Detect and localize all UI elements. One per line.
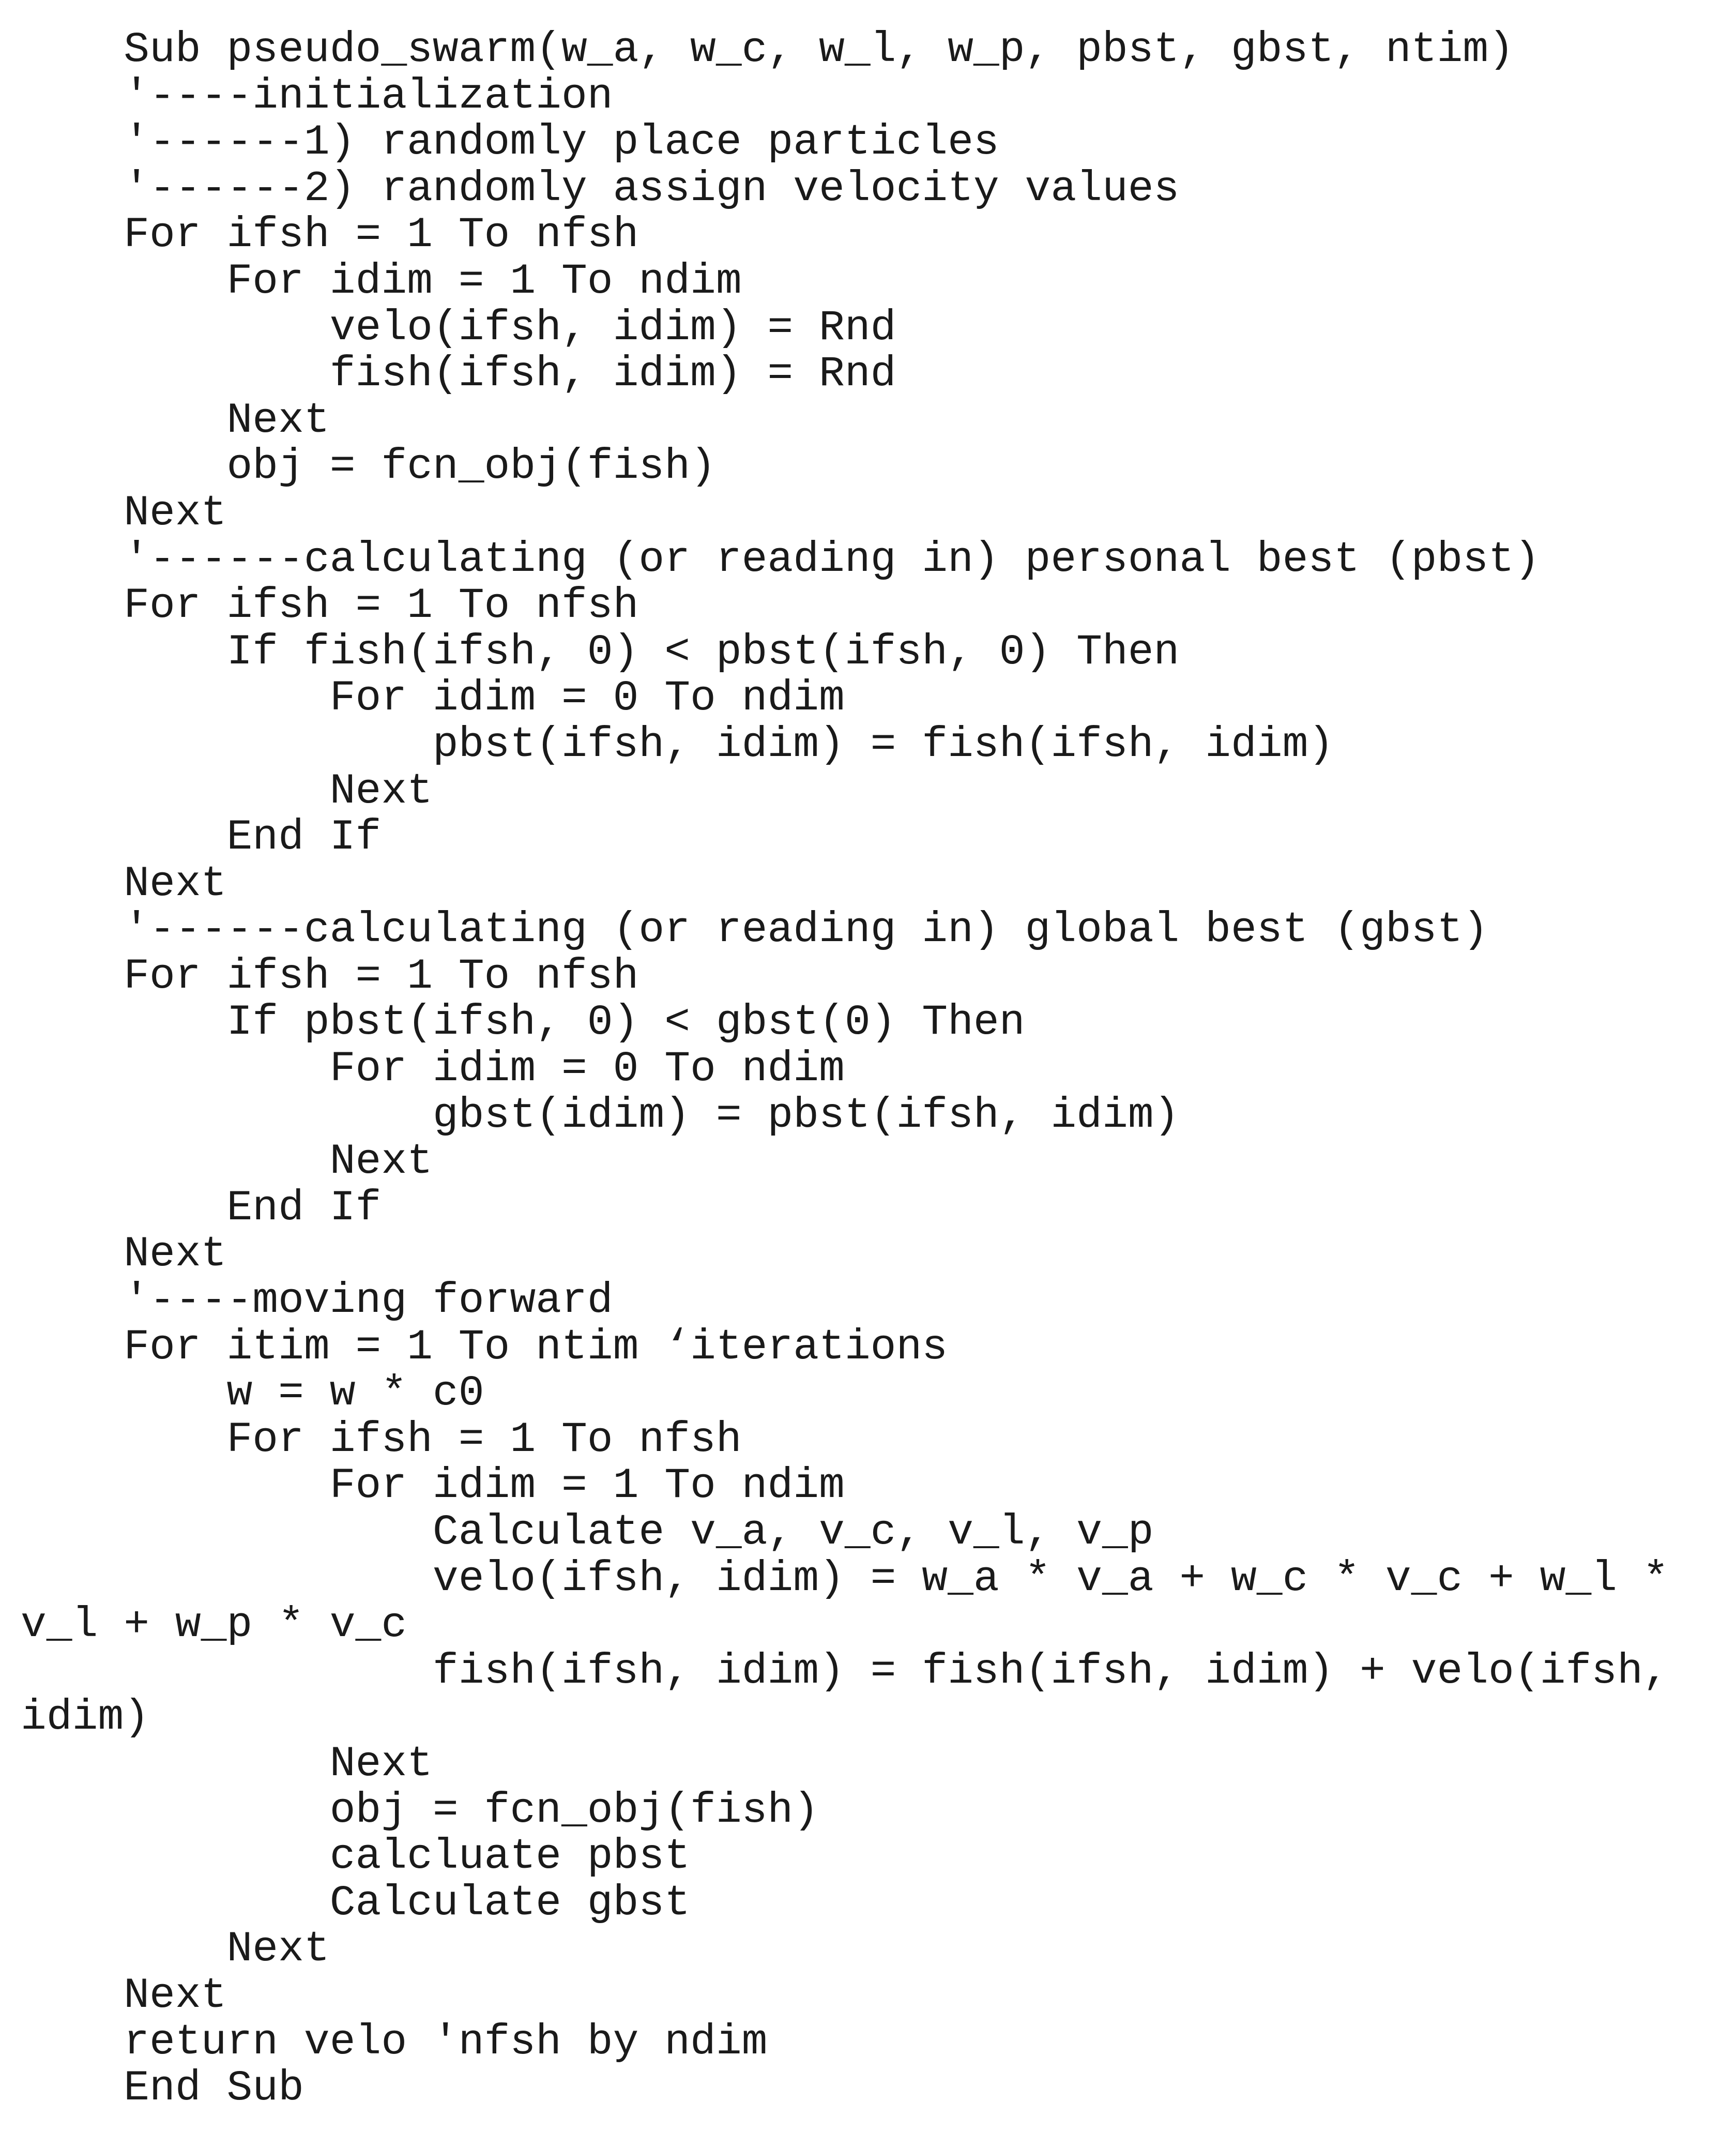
code-line: If fish(ifsh, 0) < pbst(ifsh, 0) Then: [21, 627, 1180, 676]
code-line: For ifsh = 1 To nfsh: [21, 951, 639, 1001]
code-line: obj = fcn_obj(fish): [21, 442, 716, 491]
code-line: return velo 'nfsh by ndim: [21, 2017, 768, 2066]
code-listing: [21, 27, 1727, 2112]
code-line: Sub pseudo_swarm(w_a, w_c, w_l, w_p, pbst, gbst, ntim): [21, 25, 1514, 74]
code-line: velo(ifsh, idim) = Rnd: [21, 303, 896, 352]
code-line: '------calculating (or reading in) global best (gbst): [21, 905, 1489, 955]
code-line: Next: [21, 488, 227, 537]
code-line: For itim = 1 To ntim ‘iterations: [21, 1322, 948, 1371]
code-line: For idim = 1 To ndim: [21, 1461, 845, 1510]
code-line: calcluate pbst: [21, 1832, 691, 1881]
code-line: idim): [21, 1693, 150, 1742]
code-line: Next: [21, 766, 433, 815]
code-line: Next: [21, 1230, 227, 1279]
code-line: v_l + w_p * v_c: [21, 1600, 407, 1650]
code-line: For idim = 0 To ndim: [21, 674, 845, 723]
code-line: End Sub: [21, 2064, 304, 2113]
code-line: velo(ifsh, idim) = w_a * v_a + w_c * v_c + w_l *: [21, 1554, 1669, 1603]
code-line: w = w * c0: [21, 1369, 484, 1418]
code-line: fish(ifsh, idim) = Rnd: [21, 350, 896, 399]
code-line: '----moving forward: [21, 1276, 613, 1325]
code-line: For idim = 1 To ndim: [21, 256, 742, 306]
code-line: '------calculating (or reading in) personal best (pbst): [21, 535, 1540, 584]
code-line: Next: [21, 1971, 227, 2020]
code-line: End If: [21, 1183, 382, 1232]
code-line: Next: [21, 1925, 330, 1974]
code-line: Calculate v_a, v_c, v_l, v_p: [21, 1508, 1154, 1556]
code-line: Calculate gbst: [21, 1878, 691, 1927]
code-line: For ifsh = 1 To nfsh: [21, 581, 639, 630]
code-line: Next: [21, 1739, 433, 1788]
code-line: gbst(idim) = pbst(ifsh, idim): [21, 1091, 1180, 1140]
code-line: Next: [21, 859, 227, 908]
code-line: Next: [21, 1137, 433, 1186]
code-line: '----initialization: [21, 71, 613, 120]
code-line: End If: [21, 813, 382, 862]
code-line: For idim = 0 To ndim: [21, 1045, 845, 1094]
code-line: '------1) randomly place particles: [21, 118, 999, 167]
code-line: fish(ifsh, idim) = fish(ifsh, idim) + velo(ifsh,: [21, 1646, 1669, 1696]
code-line: '------2) randomly assign velocity values: [21, 164, 1180, 213]
code-line: For ifsh = 1 To nfsh: [21, 210, 639, 260]
code-line: obj = fcn_obj(fish): [21, 1786, 819, 1835]
code-line: Next: [21, 396, 330, 445]
code-line: For ifsh = 1 To nfsh: [21, 1415, 742, 1464]
code-line: pbst(ifsh, idim) = fish(ifsh, idim): [21, 720, 1334, 769]
code-line: If pbst(ifsh, 0) < gbst(0) Then: [21, 998, 1025, 1047]
